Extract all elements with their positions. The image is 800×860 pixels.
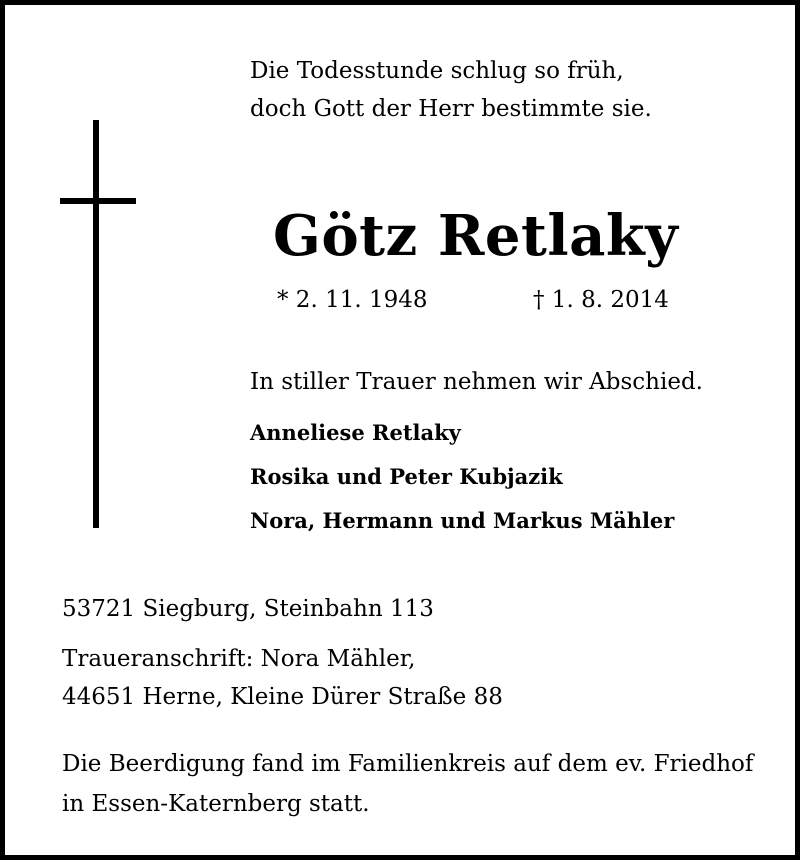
mourning-address-line-2: 44651 Herne, Kleine Dürer Straße 88: [62, 684, 503, 710]
burial-note-line-1: Die Beerdigung fand im Familienkreis auf dem ev. Friedhof: [62, 751, 754, 777]
mourning-address-line-1: Traueranschrift: Nora Mähler,: [62, 646, 416, 672]
mourner-name: Nora, Hermann und Markus Mähler: [250, 508, 675, 533]
deceased-name: Götz Retlaky: [273, 203, 679, 269]
residence-address: 53721 Siegburg, Steinbahn 113: [62, 596, 434, 622]
cross-vertical-bar: [93, 120, 99, 528]
verse-line-1: Die Todesstunde schlug so früh,: [250, 58, 624, 84]
birth-date: * 2. 11. 1948: [277, 287, 428, 313]
burial-note-line-2: in Essen-Katernberg statt.: [62, 791, 370, 817]
verse-line-2: doch Gott der Herr bestimmte sie.: [250, 96, 652, 122]
death-date: † 1. 8. 2014: [533, 287, 669, 313]
mourner-name: Rosika und Peter Kubjazik: [250, 464, 563, 489]
mourning-intro: In stiller Trauer nehmen wir Abschied.: [250, 369, 703, 395]
cross-horizontal-bar: [60, 198, 136, 204]
mourner-name: Anneliese Retlaky: [250, 420, 461, 445]
